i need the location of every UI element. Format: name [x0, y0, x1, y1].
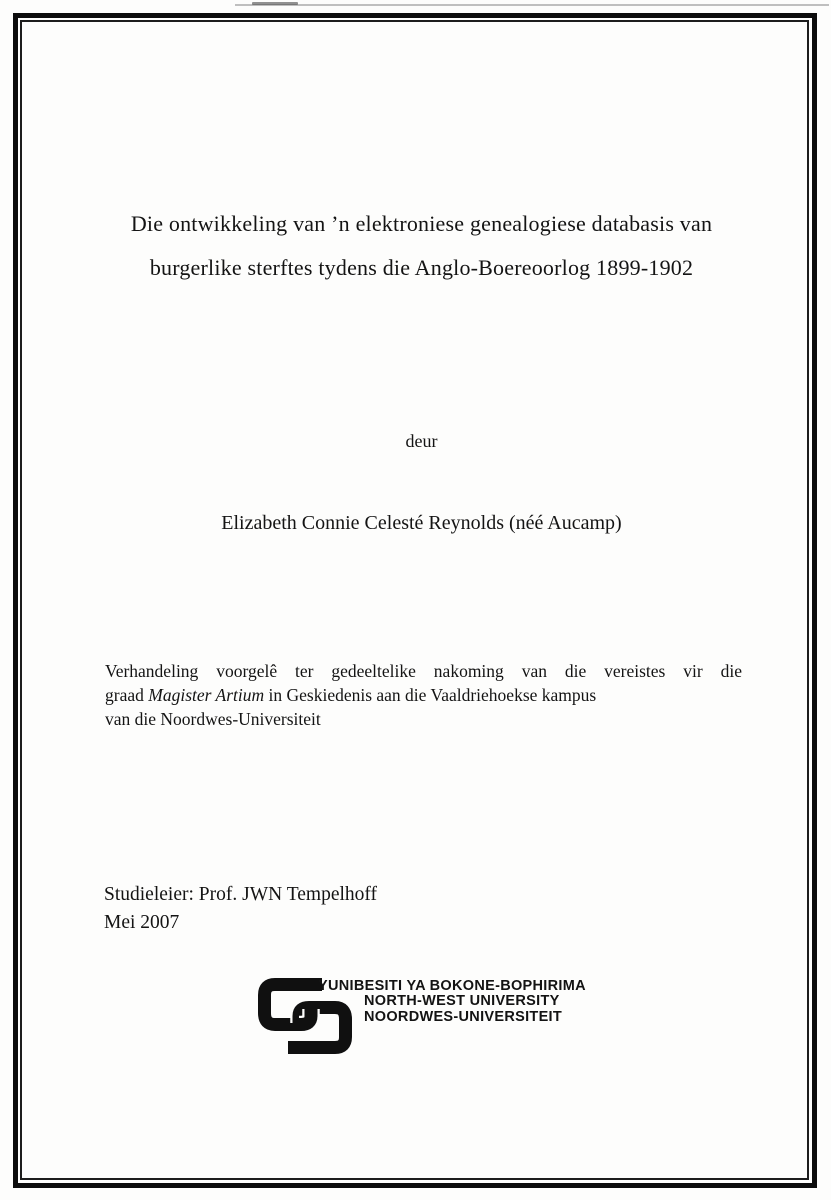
submission-statement — [105, 659, 742, 731]
statement-line-2-prefix: graad — [105, 685, 149, 705]
logo-name-setswana: YUNIBESITI YA BOKONE-BOPHIRIMA — [318, 978, 586, 994]
author-name: Elizabeth Connie Celesté Reynolds (néé Aucamp) — [221, 512, 622, 534]
thesis-title-line-2: burgerlike sterftes tydens die Anglo-Boereoorlog 1899-1902 — [149, 255, 694, 280]
statement-line-1: Verhandeling voorgelê ter gedeeltelike nakoming van die vereistes vir die — [105, 661, 742, 681]
logo-name-afrikaans: NOORDWES-UNIVERSITEIT — [364, 1008, 563, 1025]
university-logo — [258, 978, 586, 1058]
logo-name-english: NORTH-WEST UNIVERSITY — [364, 993, 560, 1010]
statement-line-3: van die Noordwes-Universiteit — [105, 709, 321, 729]
thesis-title-line-1: Die ontwikkeling van ’n elektroniese genealogiese databasis van — [130, 211, 713, 236]
scan-artifact-line — [235, 4, 829, 6]
supervisor-line: Studieleier: Prof. JWN Tempelhoff — [104, 884, 378, 905]
degree-name: Magister Artium — [148, 685, 265, 705]
byline-deur: deur — [405, 431, 438, 451]
thesis-title — [6, 202, 831, 290]
statement-line-2-suffix: in Geskiedenis aan die Vaaldriehoekse kampus — [264, 685, 597, 705]
date-line: Mei 2007 — [104, 911, 180, 933]
statement-line-2 — [105, 683, 742, 707]
university-logo-text — [318, 979, 586, 1025]
scan-artifact-smudge — [252, 2, 298, 5]
supervisor-block — [104, 881, 377, 936]
